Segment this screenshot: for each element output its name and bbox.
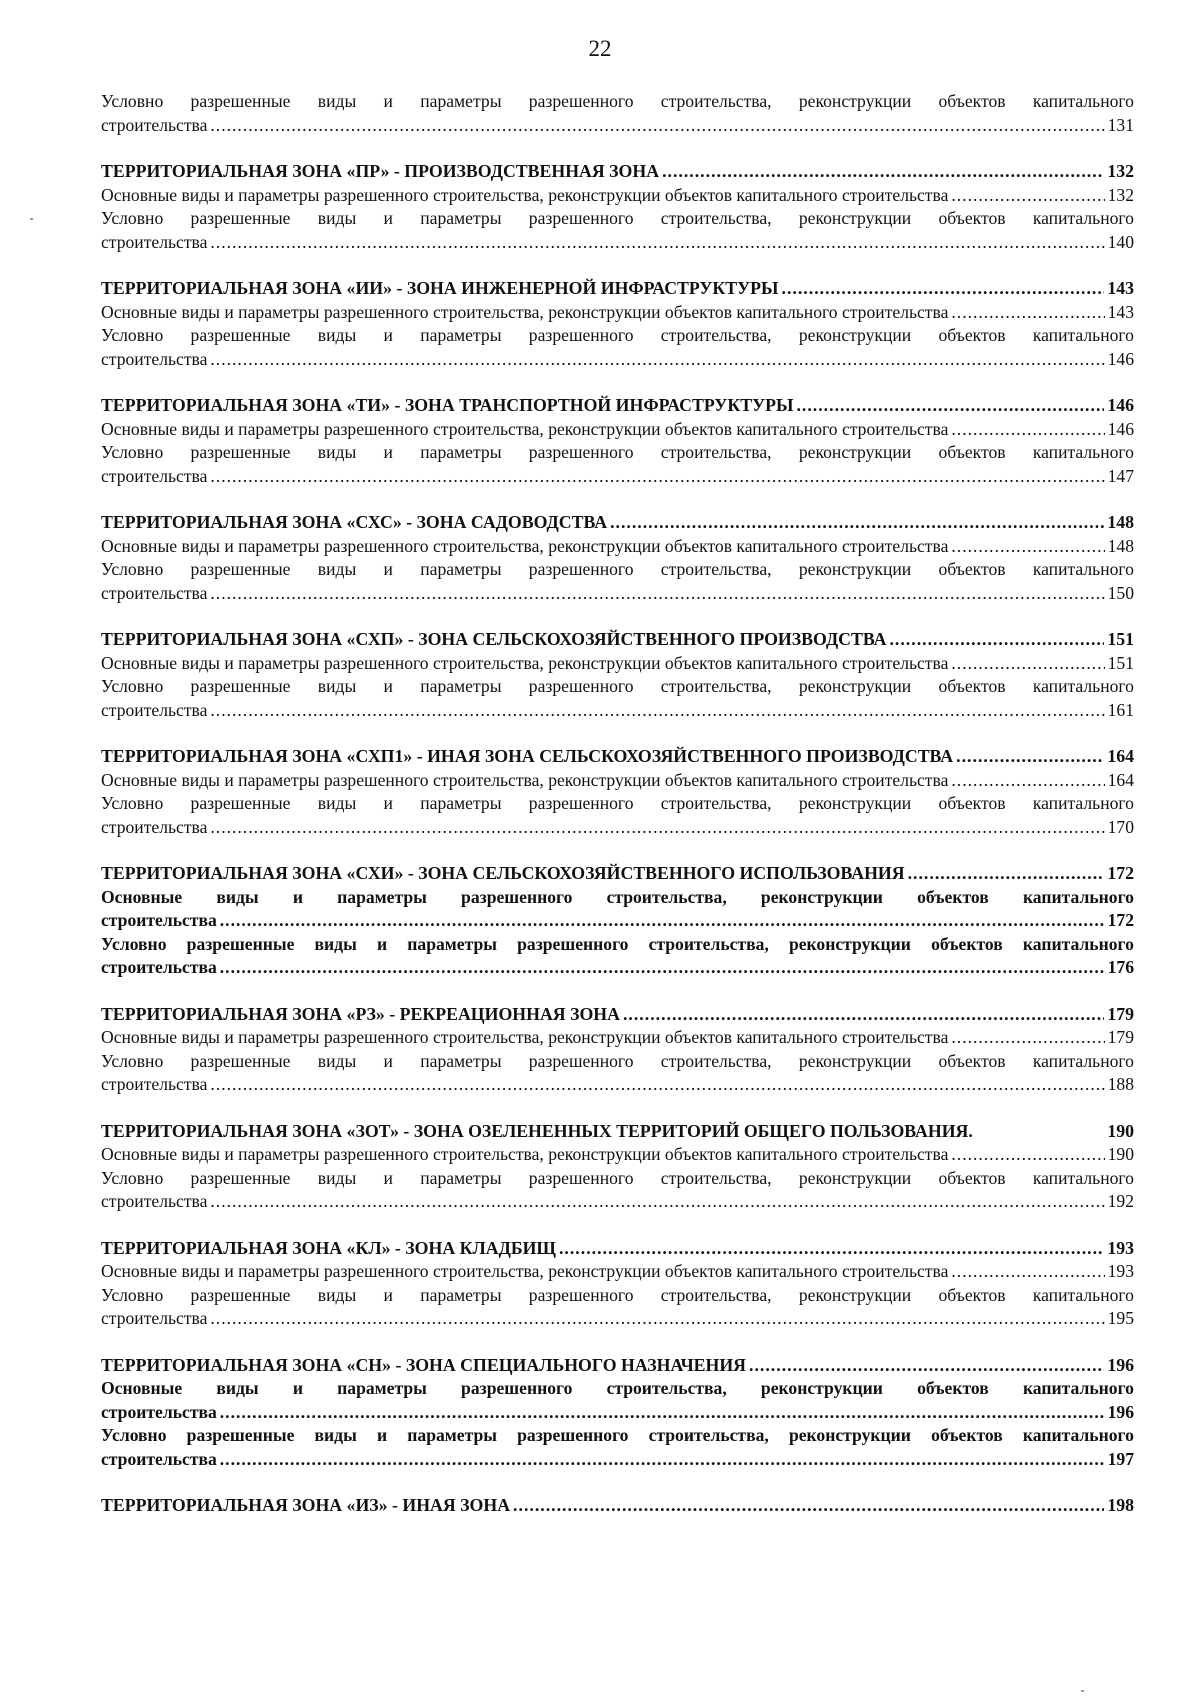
entry-title: Основные виды и параметры разрешенного строительства, реконструкции объектов капитального строительства — [101, 1027, 949, 1047]
entry-title: строительства — [101, 465, 208, 486]
entry-title: ТЕРРИТОРИАЛЬНАЯ ЗОНА «СХИ» - ЗОНА СЕЛЬСКОХОЗЯЙСТВЕННОГО ИСПОЛЬЗОВАНИЯ — [101, 863, 905, 883]
toc-subentry[interactable] — [101, 1167, 1134, 1214]
entry-title: Основные виды и параметры разрешенного строительства, реконструкции объектов капитального строительства — [101, 301, 949, 322]
page-ref: 148 — [1107, 512, 1134, 532]
toc-subentry[interactable] — [101, 184, 1134, 208]
toc-subentry[interactable] — [101, 418, 1134, 442]
page-ref: 147 — [1107, 465, 1134, 486]
entry-title: строительства — [101, 1401, 217, 1422]
dot-leader — [889, 628, 1104, 652]
toc-group — [101, 160, 1134, 254]
toc-subentry[interactable] — [101, 792, 1134, 839]
entry-title: Основные виды и параметры разрешенного строительства, реконструкции объектов капитального строительства — [101, 535, 949, 556]
toc-subentry[interactable] — [101, 933, 1134, 980]
entry-title-line1: Условно разрешенные виды и параметры разрешенного строительства, реконструкции объектов капитального — [101, 325, 1134, 345]
entry-title: Основные виды и параметры разрешенного строительства, реконструкции объектов капитального строительства — [101, 769, 949, 790]
dot-leader — [210, 114, 1104, 138]
dot-leader — [662, 160, 1104, 184]
entry-title-line1: Условно разрешенные виды и параметры разрешенного строительства, реконструкции объектов капитального — [101, 1167, 1134, 1188]
dot-leader — [951, 769, 1104, 793]
toc-zone-heading[interactable] — [101, 394, 1134, 418]
entry-title: строительства — [101, 957, 217, 977]
dot-leader — [220, 909, 1105, 933]
toc-subentry[interactable] — [101, 1026, 1134, 1050]
page-ref: 179 — [1107, 1027, 1134, 1047]
dot-leader — [210, 348, 1104, 372]
entry-title-line1: Условно разрешенные виды и параметры разрешенного строительства, реконструкции объектов капитального — [101, 933, 1134, 954]
dot-leader — [951, 184, 1104, 208]
toc-subentry[interactable] — [101, 1143, 1134, 1167]
toc-group — [101, 394, 1134, 488]
toc-zone-heading[interactable] — [101, 1237, 1134, 1261]
dot-leader — [220, 1401, 1105, 1425]
entry-title: ТЕРРИТОРИАЛЬНАЯ ЗОНА «ИИ» - ЗОНА ИНЖЕНЕРНОЙ ИНФРАСТРУКТУРЫ — [101, 278, 779, 298]
entry-title: Основные виды и параметры разрешенного строительства, реконструкции объектов капитального строительства — [101, 418, 949, 439]
entry-title: строительства — [101, 699, 208, 720]
entry-title: ТЕРРИТОРИАЛЬНАЯ ЗОНА «КЛ» - ЗОНА КЛАДБИЩ — [101, 1237, 556, 1258]
dot-leader — [951, 652, 1104, 676]
toc-zone-heading[interactable] — [101, 862, 1134, 886]
toc-zone-heading[interactable] — [101, 1494, 1134, 1518]
entry-title: ТЕРРИТОРИАЛЬНАЯ ЗОНА «СХП» - ЗОНА СЕЛЬСКОХОЗЯЙСТВЕННОГО ПРОИЗВОДСТВА — [101, 629, 887, 649]
entry-title: Основные виды и параметры разрешенного строительства, реконструкции объектов капитального строительства — [101, 184, 949, 205]
toc-subentry[interactable] — [101, 207, 1134, 254]
entry-title: строительства — [101, 231, 208, 252]
page-ref: 151 — [1107, 652, 1134, 673]
toc-zone-heading[interactable] — [101, 1120, 1134, 1144]
page-ref: 190 — [1107, 1120, 1134, 1141]
page-ref: 143 — [1107, 278, 1134, 298]
page-ref: 196 — [1107, 1354, 1134, 1375]
toc-group — [101, 90, 1134, 137]
entry-title: строительства — [101, 910, 217, 930]
dot-leader — [908, 862, 1105, 886]
entry-title-line1: Условно разрешенные виды и параметры разрешенного строительства, реконструкции объектов капитального — [101, 676, 1134, 696]
dot-leader — [220, 956, 1105, 980]
page-ref: 143 — [1107, 301, 1134, 322]
toc-zone-heading[interactable] — [101, 511, 1134, 535]
page-ref: 172 — [1107, 863, 1134, 883]
entry-title-line1: Условно разрешенные виды и параметры разрешенного строительства, реконструкции объектов капитального — [101, 208, 1134, 228]
dot-leader — [210, 816, 1104, 840]
toc-subentry[interactable] — [101, 675, 1134, 722]
entry-title: строительства — [101, 582, 208, 603]
toc-group — [101, 745, 1134, 839]
page-ref: 195 — [1107, 1308, 1134, 1328]
entry-title-line1: Условно разрешенные виды и параметры разрешенного строительства, реконструкции объектов капитального — [101, 442, 1134, 462]
toc-subentry[interactable] — [101, 1377, 1134, 1424]
scan-speck — [1081, 1690, 1084, 1692]
dot-leader — [951, 301, 1104, 325]
dot-leader — [951, 1260, 1104, 1284]
dot-leader — [210, 1190, 1104, 1214]
entry-title: ТЕРРИТОРИАЛЬНАЯ ЗОНА «ПР» - ПРОИЗВОДСТВЕННАЯ ЗОНА — [101, 161, 660, 181]
toc-group — [101, 1120, 1134, 1214]
entry-title: строительства — [101, 1308, 208, 1328]
dot-leader — [210, 582, 1104, 606]
dot-leader — [210, 699, 1104, 723]
page-ref: 150 — [1107, 582, 1134, 603]
toc-zone-heading[interactable] — [101, 277, 1134, 301]
entry-title-line1: Условно разрешенные виды и параметры разрешенного строительства, реконструкции объектов капитального — [101, 1284, 1134, 1305]
page-number: 22 — [588, 36, 612, 61]
page-ref: 146 — [1107, 395, 1134, 415]
toc-subentry[interactable] — [101, 535, 1134, 559]
page-ref: 148 — [1107, 535, 1134, 556]
entry-title: ТЕРРИТОРИАЛЬНАЯ ЗОНА «ЗОТ» - ЗОНА ОЗЕЛЕНЕННЫХ ТЕРРИТОРИЙ ОБЩЕГО ПОЛЬЗОВАНИЯ. — [101, 1120, 973, 1141]
toc-group — [101, 1003, 1134, 1097]
toc-group — [101, 628, 1134, 722]
dot-leader — [749, 1354, 1104, 1378]
dot-leader — [210, 1073, 1104, 1097]
dot-leader — [951, 1143, 1104, 1167]
toc-group — [101, 862, 1134, 980]
table-of-contents — [101, 90, 1134, 1518]
toc-group — [101, 1494, 1134, 1518]
dot-leader — [210, 231, 1104, 255]
entry-title: Основные виды и параметры разрешенного строительства, реконструкции объектов капитального строительства — [101, 652, 949, 673]
page-ref: 170 — [1107, 816, 1134, 837]
dot-leader — [951, 535, 1104, 559]
entry-title: ТЕРРИТОРИАЛЬНАЯ ЗОНА «ИЗ» - ИНАЯ ЗОНА — [101, 1495, 511, 1515]
toc-subentry[interactable] — [101, 769, 1134, 793]
page-ref: 179 — [1107, 1003, 1134, 1024]
toc-subentry[interactable] — [101, 301, 1134, 325]
dot-leader — [513, 1494, 1104, 1518]
page-ref: 131 — [1107, 114, 1134, 135]
dot-leader — [610, 511, 1104, 535]
dot-leader — [210, 465, 1104, 489]
entry-title-line1: Условно разрешенные виды и параметры разрешенного строительства, реконструкции объектов капитального — [101, 1050, 1134, 1071]
entry-title: строительства — [101, 348, 208, 369]
dot-leader — [623, 1003, 1104, 1027]
toc-zone-heading[interactable] — [101, 628, 1134, 652]
toc-subentry[interactable] — [101, 441, 1134, 488]
entry-title: ТЕРРИТОРИАЛЬНАЯ ЗОНА «СХП1» - ИНАЯ ЗОНА СЕЛЬСКОХОЗЯЙСТВЕННОГО ПРОИЗВОДСТВА — [101, 746, 954, 766]
entry-title: строительства — [101, 1074, 208, 1094]
toc-subentry[interactable] — [101, 1284, 1134, 1331]
page-ref: 151 — [1107, 629, 1134, 649]
toc-subentry[interactable] — [101, 324, 1134, 371]
page-ref: 193 — [1107, 1261, 1134, 1281]
toc-group — [101, 1354, 1134, 1472]
entry-title: строительства — [101, 1448, 217, 1469]
entry-title: ТЕРРИТОРИАЛЬНАЯ ЗОНА «РЗ» - РЕКРЕАЦИОННАЯ ЗОНА — [101, 1003, 620, 1024]
toc-subentry[interactable] — [101, 886, 1134, 933]
page-ref: 193 — [1107, 1237, 1134, 1258]
page-ref: 146 — [1107, 348, 1134, 369]
dot-leader — [210, 1307, 1104, 1331]
page-ref: 172 — [1107, 910, 1134, 930]
toc-group — [101, 1237, 1134, 1331]
entry-title: Основные виды и параметры разрешенного строительства, реконструкции объектов капитального строительства — [101, 1144, 949, 1164]
entry-title: строительства — [101, 1191, 208, 1211]
page-ref: 192 — [1107, 1191, 1134, 1211]
entry-title-line1: Условно разрешенные виды и параметры разрешенного строительства, реконструкции объектов капитального — [101, 91, 1134, 111]
toc-subentry[interactable] — [101, 1050, 1134, 1097]
toc-zone-heading[interactable] — [101, 1354, 1134, 1378]
entry-title: строительства — [101, 114, 208, 135]
scan-speck — [30, 218, 33, 220]
toc-group — [101, 511, 1134, 605]
entry-title: ТЕРРИТОРИАЛЬНАЯ ЗОНА «СХС» - ЗОНА САДОВОДСТВА — [101, 512, 608, 532]
entry-title-line1: Условно разрешенные виды и параметры разрешенного строительства, реконструкции объектов капитального — [101, 1425, 1134, 1445]
dot-leader — [796, 394, 1104, 418]
toc-zone-heading[interactable] — [101, 160, 1134, 184]
entry-title-line1: Основные виды и параметры разрешенного строительства, реконструкции объектов капитального — [101, 1378, 1134, 1398]
page-ref: 196 — [1107, 1401, 1134, 1422]
entry-title: ТЕРРИТОРИАЛЬНАЯ ЗОНА «СН» - ЗОНА СПЕЦИАЛЬНОГО НАЗНАЧЕНИЯ — [101, 1354, 747, 1375]
toc-subentry[interactable] — [101, 1260, 1134, 1284]
page-ref: 132 — [1107, 184, 1134, 205]
dot-leader — [220, 1448, 1105, 1472]
page-ref: 146 — [1107, 418, 1134, 439]
entry-title-line1: Основные виды и параметры разрешенного строительства, реконструкции объектов капитального — [101, 886, 1134, 907]
toc-subentry[interactable] — [101, 90, 1134, 137]
toc-zone-heading[interactable] — [101, 745, 1134, 769]
toc-zone-heading[interactable] — [101, 1003, 1134, 1027]
entry-title: строительства — [101, 816, 208, 837]
entry-title: Основные виды и параметры разрешенного строительства, реконструкции объектов капитального строительства — [101, 1261, 949, 1281]
dot-leader — [956, 745, 1104, 769]
page-ref: 190 — [1107, 1144, 1134, 1164]
page-ref: 176 — [1107, 957, 1134, 977]
entry-title: ТЕРРИТОРИАЛЬНАЯ ЗОНА «ТИ» - ЗОНА ТРАНСПОРТНОЙ ИНФРАСТРУКТУРЫ — [101, 395, 794, 415]
page-ref: 164 — [1107, 769, 1134, 790]
page-ref: 198 — [1107, 1495, 1134, 1515]
dot-leader — [559, 1237, 1104, 1261]
dot-leader — [951, 1026, 1104, 1050]
toc-subentry[interactable] — [101, 652, 1134, 676]
entry-title-line1: Условно разрешенные виды и параметры разрешенного строительства, реконструкции объектов капитального — [101, 559, 1134, 579]
page-ref: 188 — [1107, 1074, 1134, 1094]
dot-leader — [951, 418, 1104, 442]
entry-title-line1: Условно разрешенные виды и параметры разрешенного строительства, реконструкции объектов капитального — [101, 793, 1134, 813]
page-ref: 164 — [1107, 746, 1134, 766]
toc-subentry[interactable] — [101, 1424, 1134, 1471]
toc-subentry[interactable] — [101, 558, 1134, 605]
page-ref: 161 — [1107, 699, 1134, 720]
page-ref: 197 — [1107, 1448, 1134, 1469]
toc-group — [101, 277, 1134, 371]
dot-leader — [782, 277, 1105, 301]
page-ref: 140 — [1107, 231, 1134, 252]
page-ref: 132 — [1107, 161, 1134, 181]
